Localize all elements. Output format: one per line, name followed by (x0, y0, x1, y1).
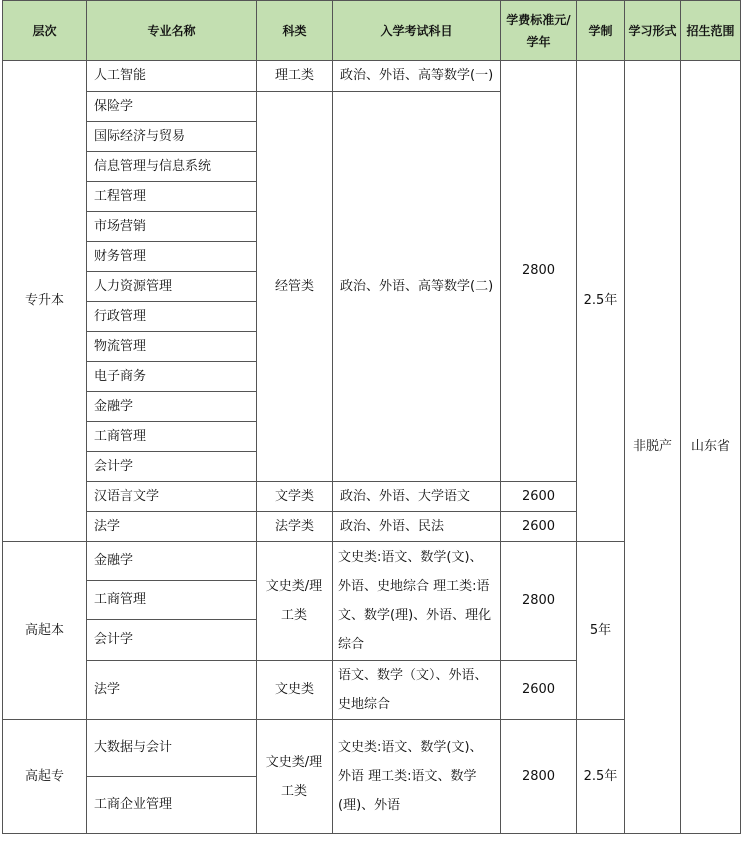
major-cell: 会计学 (87, 452, 257, 482)
major-cell: 金融学 (87, 392, 257, 422)
fee-cell: 2600 (501, 512, 577, 542)
major-cell: 法学 (87, 512, 257, 542)
level-cell-zsb: 专升本 (3, 61, 87, 542)
category-cell: 文史类 (257, 661, 333, 720)
major-cell: 大数据与会计 (87, 720, 257, 777)
exam-cell: 政治、外语、大学语文 (333, 482, 501, 512)
major-cell: 财务管理 (87, 242, 257, 272)
major-cell: 工商管理 (87, 581, 257, 620)
header-category: 科类 (257, 1, 333, 61)
category-cell: 经管类 (257, 92, 333, 482)
major-cell: 物流管理 (87, 332, 257, 362)
fee-cell: 2800 (501, 720, 577, 834)
major-cell: 人力资源管理 (87, 272, 257, 302)
scope-cell: 山东省 (681, 61, 741, 834)
major-cell: 电子商务 (87, 362, 257, 392)
header-major: 专业名称 (87, 1, 257, 61)
header-exam: 入学考试科目 (333, 1, 501, 61)
exam-cell: 文史类:语文、数学(文)、外语 理工类:语文、数学(理)、外语 (333, 720, 501, 834)
duration-cell-gqb: 5年 (577, 542, 625, 720)
fee-cell: 2800 (501, 61, 577, 482)
major-cell: 信息管理与信息系统 (87, 152, 257, 182)
duration-cell-zsb: 2.5年 (577, 61, 625, 542)
header-duration: 学制 (577, 1, 625, 61)
study-mode-cell: 非脱产 (625, 61, 681, 834)
header-study-mode: 学习形式 (625, 1, 681, 61)
exam-cell: 政治、外语、民法 (333, 512, 501, 542)
level-cell-gqz: 高起专 (3, 720, 87, 834)
major-cell: 工商管理 (87, 422, 257, 452)
major-cell: 市场营销 (87, 212, 257, 242)
table-row (3, 61, 741, 92)
major-cell: 工商企业管理 (87, 777, 257, 834)
exam-cell: 语文、数学（文）、外语、史地综合 (333, 661, 501, 720)
category-cell: 理工类 (257, 61, 333, 92)
category-cell: 文史类/理工类 (257, 542, 333, 661)
header-row (3, 1, 741, 61)
major-cell: 保险学 (87, 92, 257, 122)
header-level: 层次 (3, 1, 87, 61)
category-cell: 文学类 (257, 482, 333, 512)
fee-cell: 2600 (501, 482, 577, 512)
exam-cell: 文史类:语文、数学(文)、外语、史地综合 理工类:语文、数学(理)、外语、理化综合 (333, 542, 501, 661)
major-cell: 行政管理 (87, 302, 257, 332)
major-cell: 汉语言文学 (87, 482, 257, 512)
header-fee: 学费标准元/学年 (501, 1, 577, 61)
category-cell: 法学类 (257, 512, 333, 542)
exam-cell: 政治、外语、高等数学(二) (333, 92, 501, 482)
fee-cell: 2800 (501, 542, 577, 661)
major-cell: 工程管理 (87, 182, 257, 212)
enrollment-table (2, 0, 741, 834)
major-cell: 法学 (87, 661, 257, 720)
major-cell: 国际经济与贸易 (87, 122, 257, 152)
exam-cell: 政治、外语、高等数学(一) (333, 61, 501, 92)
level-cell-gqb: 高起本 (3, 542, 87, 720)
category-cell: 文史类/理工类 (257, 720, 333, 834)
major-cell: 会计学 (87, 620, 257, 661)
major-cell: 金融学 (87, 542, 257, 581)
fee-cell: 2600 (501, 661, 577, 720)
major-cell: 人工智能 (87, 61, 257, 92)
header-scope: 招生范围 (681, 1, 741, 61)
duration-cell-gqz: 2.5年 (577, 720, 625, 834)
